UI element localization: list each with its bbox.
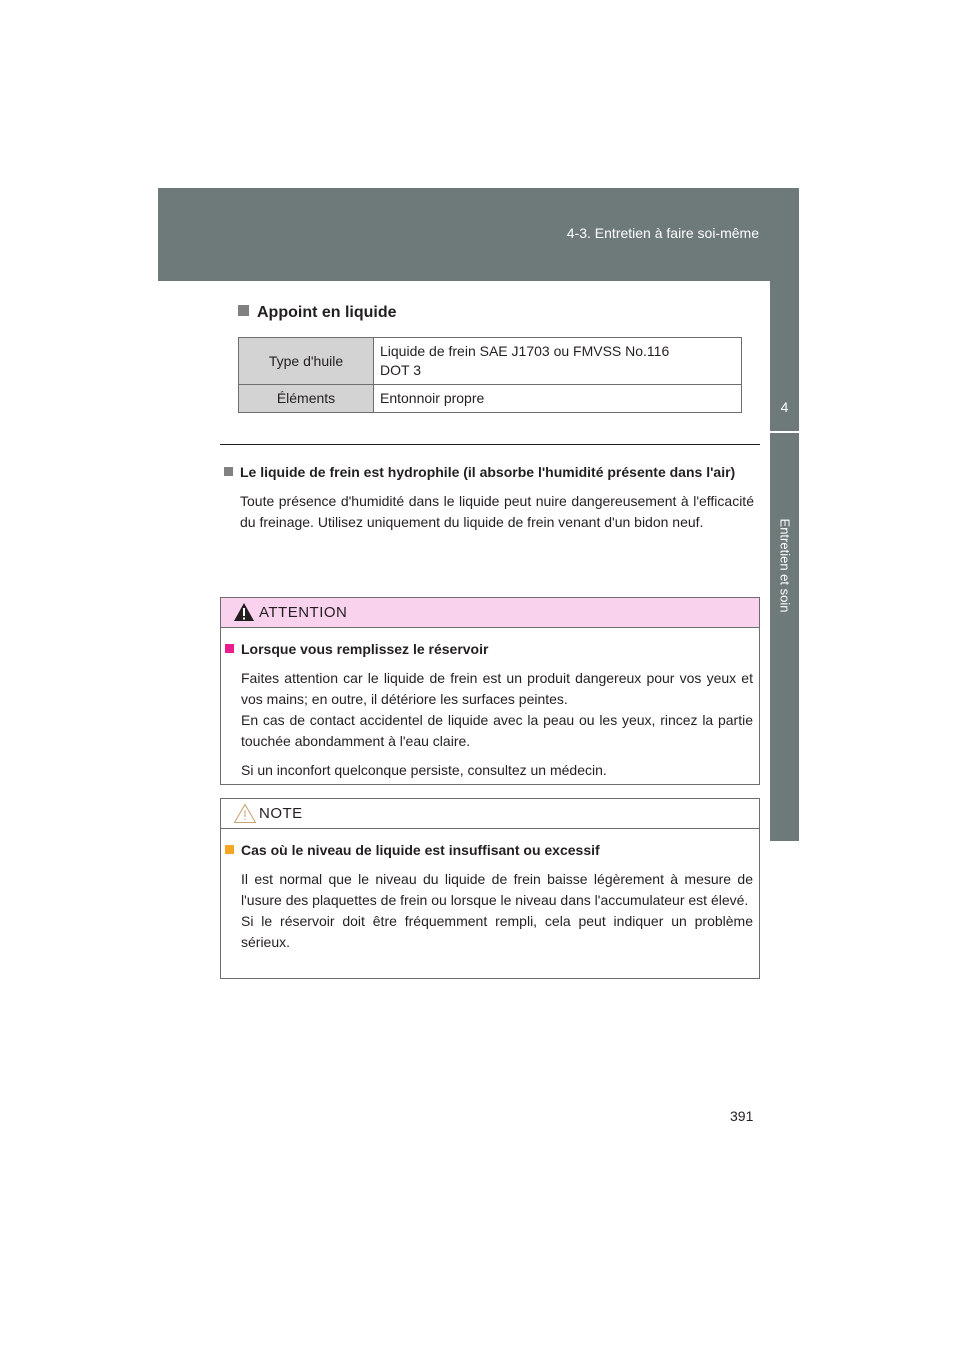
- info-body: Toute présence d'humidité dans le liquide peut nuire dangereusement à l'efficacité du freinage. Utilisez uniquement du liquide de frein venant d'un bidon neuf.: [240, 493, 754, 530]
- note-paragraph: Il est normal que le niveau du liquide de frein baisse légèrement à mesure de l'usure des plaquettes de frein ou lorsque le niveau dans l'accumulateur est élevé.: [241, 871, 753, 908]
- horizontal-rule: [220, 444, 760, 445]
- value-line: Entonnoir propre: [380, 390, 485, 406]
- table-row: [239, 385, 742, 413]
- table-cell-label: Éléments: [239, 385, 374, 413]
- square-bullet-icon: [225, 644, 234, 653]
- section-heading: [238, 304, 397, 322]
- info-title: [224, 462, 754, 483]
- header-band: [158, 188, 799, 281]
- square-bullet-icon: [225, 845, 234, 854]
- chapter-title-box: [770, 433, 799, 841]
- attention-title-text: Lorsque vous remplissez le réservoir: [241, 641, 489, 657]
- attention-content: [221, 628, 759, 781]
- attention-paragraph: En cas de contact accidentel de liquide avec la peau ou les yeux, rincez la partie touchée abondamment à l'eau claire.: [241, 712, 753, 749]
- chapter-number: 4: [780, 399, 789, 415]
- square-bullet-icon: [224, 467, 233, 476]
- value-line: Liquide de frein SAE J1703 ou FMVSS No.116: [380, 343, 670, 359]
- note-title: [225, 840, 753, 861]
- note-title-text: Cas où le niveau de liquide est insuffisant ou excessif: [241, 842, 600, 858]
- info-title-text: Le liquide de frein est hydrophile (il absorbe l'humidité présente dans l'air): [240, 464, 736, 480]
- page-number: 391: [730, 1108, 754, 1124]
- table-row: [239, 338, 742, 385]
- table-cell-label: Type d'huile: [239, 338, 374, 385]
- note-paragraph: Si le réservoir doit être fréquemment rempli, cela peut indiquer un problème sérieux.: [241, 913, 753, 950]
- caution-triangle-icon: [233, 803, 257, 824]
- note-label: NOTE: [259, 805, 303, 822]
- value-line: DOT 3: [380, 362, 421, 378]
- chapter-number-box: [770, 281, 799, 431]
- attention-label: ATTENTION: [259, 604, 348, 621]
- attention-box: [220, 597, 760, 785]
- table-cell-value: [374, 385, 742, 413]
- attention-header: [221, 598, 759, 628]
- heading-text: Appoint en liquide: [257, 304, 397, 321]
- chapter-side-tab: [770, 281, 799, 841]
- spec-table: [238, 337, 742, 413]
- attention-title: [225, 639, 753, 660]
- section-title: 4-3. Entretien à faire soi-même: [566, 225, 759, 241]
- note-header: [221, 799, 759, 829]
- note-content: [221, 829, 759, 953]
- attention-paragraph: Si un inconfort quelconque persiste, consultez un médecin.: [241, 762, 607, 778]
- info-block: [224, 462, 754, 533]
- square-bullet-icon: [238, 305, 249, 316]
- warning-triangle-icon: [233, 602, 255, 622]
- note-box: [220, 798, 760, 979]
- table-cell-value: [374, 338, 742, 385]
- chapter-title: Entretien et soin: [777, 518, 792, 613]
- attention-paragraph: Faites attention car le liquide de frein est un produit dangereux pour vos yeux et vos mains; en outre, il détériore les surfaces peintes.: [241, 670, 753, 707]
